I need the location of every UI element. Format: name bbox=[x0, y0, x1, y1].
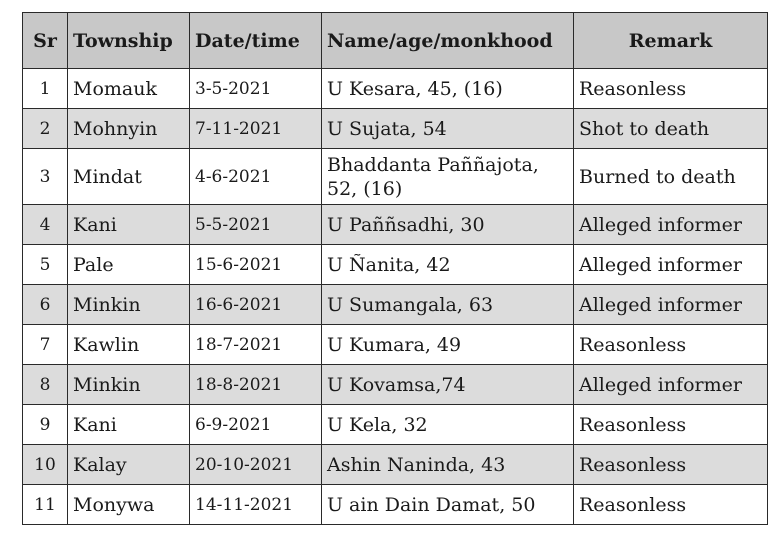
cell-remark: Burned to death bbox=[574, 149, 768, 205]
cell-remark: Reasonless bbox=[574, 445, 768, 485]
cell-sr: 7 bbox=[23, 325, 68, 365]
cell-name-age-monkhood: U Sumangala, 63 bbox=[322, 285, 574, 325]
cell-remark: Alleged informer bbox=[574, 365, 768, 405]
cell-township: Momauk bbox=[68, 69, 190, 109]
cell-sr: 5 bbox=[23, 245, 68, 285]
table-row bbox=[23, 149, 768, 205]
cell-date-time: 18-8-2021 bbox=[190, 365, 322, 405]
cell-name-age-monkhood: U Sujata, 54 bbox=[322, 109, 574, 149]
cell-township: Kani bbox=[68, 205, 190, 245]
cell-township: Minkin bbox=[68, 285, 190, 325]
cell-township: Monywa bbox=[68, 485, 190, 525]
table-row bbox=[23, 205, 768, 245]
cell-date-time: 15-6-2021 bbox=[190, 245, 322, 285]
header-township: Township bbox=[68, 13, 190, 69]
cell-township: Mohnyin bbox=[68, 109, 190, 149]
cell-sr: 2 bbox=[23, 109, 68, 149]
table-row bbox=[23, 445, 768, 485]
cell-township: Kalay bbox=[68, 445, 190, 485]
cell-remark: Reasonless bbox=[574, 325, 768, 365]
table-row bbox=[23, 285, 768, 325]
cell-sr: 8 bbox=[23, 365, 68, 405]
cell-sr: 3 bbox=[23, 149, 68, 205]
cell-name-age-monkhood: U Ñanita, 42 bbox=[322, 245, 574, 285]
cell-township: Pale bbox=[68, 245, 190, 285]
table-row bbox=[23, 365, 768, 405]
cell-name-age-monkhood: U ain Dain Damat, 50 bbox=[322, 485, 574, 525]
cell-date-time: 3-5-2021 bbox=[190, 69, 322, 109]
cell-remark: Alleged informer bbox=[574, 205, 768, 245]
table-row bbox=[23, 245, 768, 285]
table-row bbox=[23, 485, 768, 525]
cell-remark: Reasonless bbox=[574, 405, 768, 445]
cell-name-age-monkhood: U Kela, 32 bbox=[322, 405, 574, 445]
cell-sr: 4 bbox=[23, 205, 68, 245]
cell-name-age-monkhood bbox=[322, 149, 574, 205]
cell-date-time: 14-11-2021 bbox=[190, 485, 322, 525]
cell-sr: 6 bbox=[23, 285, 68, 325]
cell-name-age-monkhood: U Paññsadhi, 30 bbox=[322, 205, 574, 245]
cell-date-time: 18-7-2021 bbox=[190, 325, 322, 365]
table-row bbox=[23, 405, 768, 445]
cell-sr: 9 bbox=[23, 405, 68, 445]
table-header-row bbox=[23, 13, 768, 69]
header-date-time: Date/time bbox=[190, 13, 322, 69]
cell-date-time: 4-6-2021 bbox=[190, 149, 322, 205]
table-row bbox=[23, 109, 768, 149]
header-sr: Sr bbox=[23, 13, 68, 69]
cell-name-age-monkhood: U Kovamsa,74 bbox=[322, 365, 574, 405]
cell-remark: Reasonless bbox=[574, 69, 768, 109]
cell-sr: 11 bbox=[23, 485, 68, 525]
cell-date-time: 7-11-2021 bbox=[190, 109, 322, 149]
cell-remark: Alleged informer bbox=[574, 245, 768, 285]
cell-township: Kani bbox=[68, 405, 190, 445]
cell-remark: Alleged informer bbox=[574, 285, 768, 325]
table-row bbox=[23, 69, 768, 109]
cell-township: Kawlin bbox=[68, 325, 190, 365]
cell-name-age-monkhood: U Kesara, 45, (16) bbox=[322, 69, 574, 109]
cell-remark: Shot to death bbox=[574, 109, 768, 149]
cell-date-time: 6-9-2021 bbox=[190, 405, 322, 445]
monk-casualty-table bbox=[22, 12, 768, 525]
cell-date-time: 16-6-2021 bbox=[190, 285, 322, 325]
header-name-age-monkhood: Name/age/monkhood bbox=[322, 13, 574, 69]
cell-township: Mindat bbox=[68, 149, 190, 205]
cell-township: Minkin bbox=[68, 365, 190, 405]
cell-name-age-monkhood: Ashin Naninda, 43 bbox=[322, 445, 574, 485]
cell-date-time: 5-5-2021 bbox=[190, 205, 322, 245]
cell-name-age-monkhood: U Kumara, 49 bbox=[322, 325, 574, 365]
cell-text: Bhaddanta Paññajota, 52, (16) bbox=[327, 153, 539, 200]
table-row bbox=[23, 325, 768, 365]
cell-remark: Reasonless bbox=[574, 485, 768, 525]
cell-sr: 1 bbox=[23, 69, 68, 109]
cell-date-time: 20-10-2021 bbox=[190, 445, 322, 485]
cell-sr: 10 bbox=[23, 445, 68, 485]
header-remark: Remark bbox=[574, 13, 768, 69]
